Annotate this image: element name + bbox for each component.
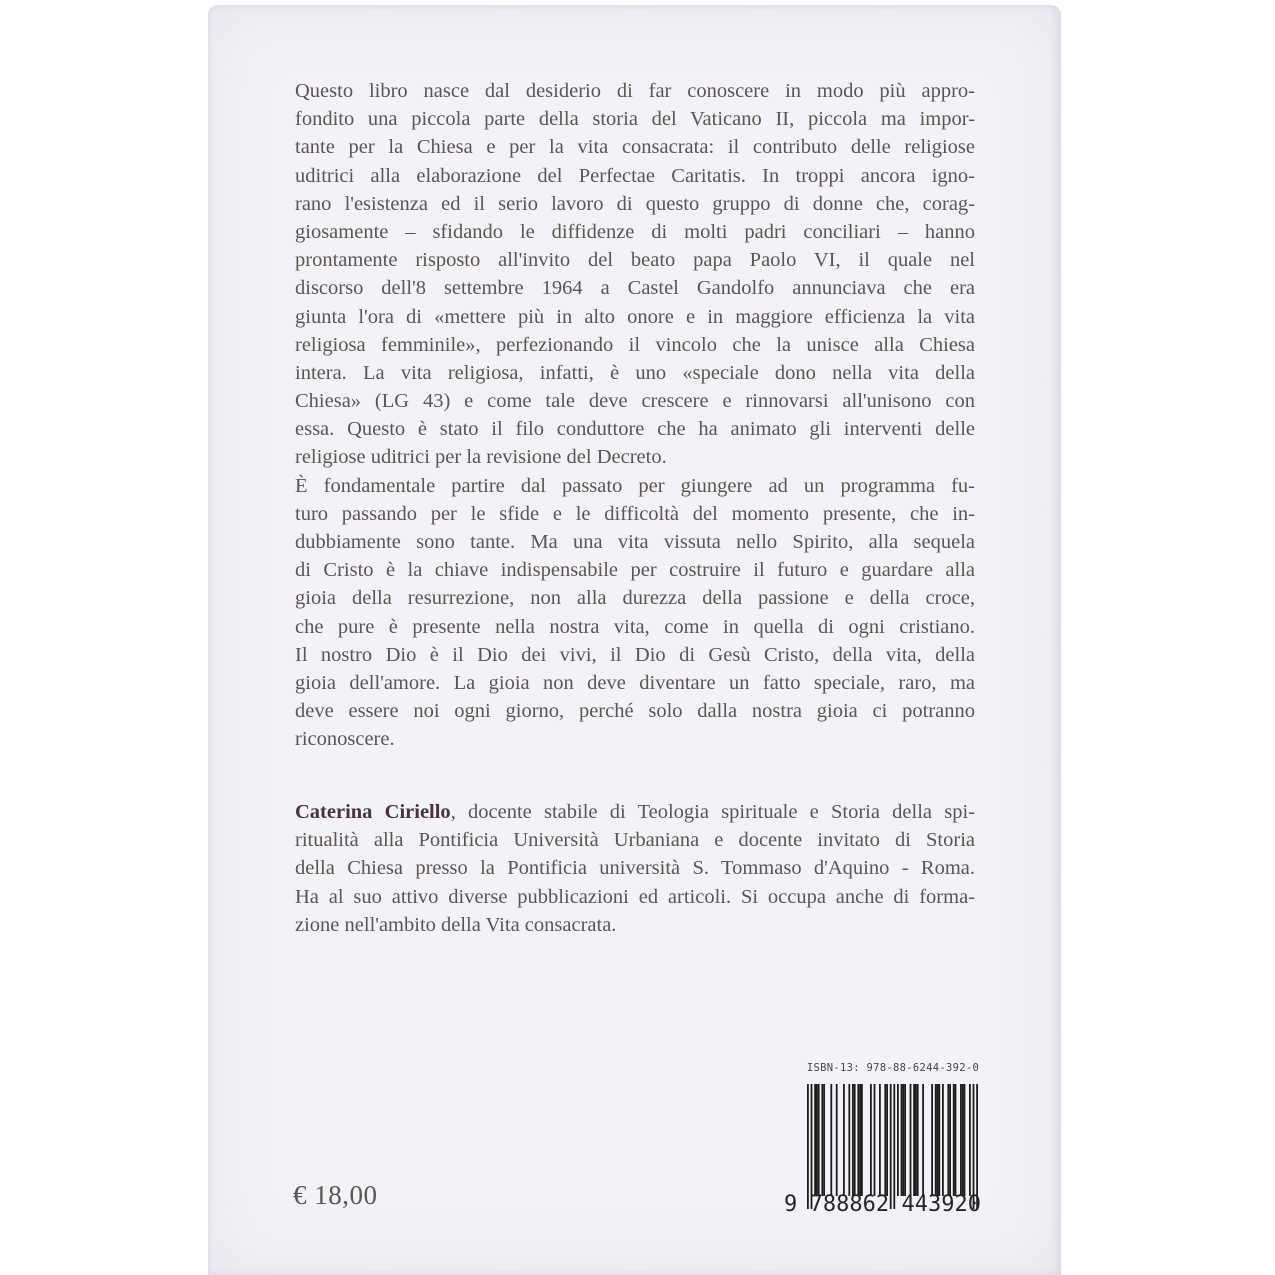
price-label: € 18,00 xyxy=(293,1180,378,1210)
text-line: della Chiesa presso la Pontificia università S. Tommaso d'Aquino - Roma. xyxy=(295,857,975,880)
text-line: deve essere noi ogni giorno, perché solo dalla nostra gioia ci potranno xyxy=(295,700,975,723)
text-line: riconoscere. xyxy=(295,728,395,751)
text-line: gioia dell'amore. La gioia non deve diventare un fatto speciale, raro, ma xyxy=(295,671,975,694)
text-line: tante per la Chiesa e per la vita consacrata: il contributo delle religiose xyxy=(295,136,975,159)
synopsis-paragraph-1 xyxy=(295,77,975,472)
text-line: prontamente risposto all'invito del beato papa Paolo VI, il quale nel xyxy=(295,249,975,272)
text-line: È fondamentale partire dal passato per giungere ad un programma fu- xyxy=(295,474,975,497)
barcode-digit-group: 443920 xyxy=(901,1192,981,1217)
text-line: fondito una piccola parte della storia del Vaticano II, piccola ma impor- xyxy=(295,108,975,131)
text-line: discorso dell'8 settembre 1964 a Castel Gandolfo annunciava che era xyxy=(295,277,975,300)
barcode-digit-group: 788862 xyxy=(809,1192,890,1217)
text-line: essa. Questo è stato il filo conduttore che ha animato gli interventi delle xyxy=(295,418,975,441)
author-bio-rest-lines xyxy=(295,826,975,939)
text-line: rano l'esistenza ed il serio lavoro di questo gruppo di donne che, corag- xyxy=(295,192,975,215)
text-line: ritualità alla Pontificia Università Urbaniana e docente invitato di Storia xyxy=(295,829,975,852)
text-line: religiose uditrici per la revisione del Decreto. xyxy=(295,446,667,469)
barcode xyxy=(784,1062,981,1222)
text-line: giosamente – sfidando le diffidenze di molti padri conciliari – hanno xyxy=(295,220,975,243)
synopsis-paragraph-2 xyxy=(295,472,975,754)
synopsis-text xyxy=(295,77,975,754)
text-line: uditrici alla elaborazione del Perfectae Caritatis. In troppi ancora igno- xyxy=(295,164,975,187)
text-line: gioia della resurrezione, non alla durezza della passione e della croce, xyxy=(295,587,975,610)
text-line: che pure è presente nella nostra vita, come in quella di ogni cristiano. xyxy=(295,615,975,638)
text-line: Questo libro nasce dal desiderio di far conoscere in modo più appro- xyxy=(295,80,975,102)
text-line: intera. La vita religiosa, infatti, è uno «speciale dono nella vita della xyxy=(295,361,975,384)
ean13-barcode xyxy=(807,1084,978,1209)
text-line: religiosa femminile», perfezionando il vincolo che la unisce alla Chiesa xyxy=(295,333,975,356)
text-line: di Cristo è la chiave indispensabile per costruire il futuro e guardare alla xyxy=(295,559,975,582)
isbn-label: ISBN-13: 978-88-6244-392-0 xyxy=(806,1062,980,1074)
text-line: Il nostro Dio è il Dio dei vivi, il Dio di Gesù Cristo, della vita, della xyxy=(295,643,975,666)
author-bio-first-line-rest: , docente stabile di Teologia spirituale e Storia della spi- xyxy=(450,801,975,823)
author-bio xyxy=(295,798,975,939)
text-line: zione nell'ambito della Vita consacrata. xyxy=(295,913,617,936)
text-line: turo passando per le sfide e le difficoltà del momento presente, che in- xyxy=(295,502,975,525)
text-line: Chiesa» (LG 43) e come tale deve crescere e rinnovarsi all'unisono con xyxy=(295,390,975,413)
author-bio-first-line xyxy=(295,798,975,826)
author-name: Caterina Ciriello xyxy=(295,801,451,823)
barcode-digit-group: 9 xyxy=(784,1192,798,1217)
text-line: giunta l'ora di «mettere più in alto onore e in maggiore efficienza la vita xyxy=(295,305,975,328)
barcode-digits xyxy=(784,1192,981,1217)
text-line: Ha al suo attivo diverse pubblicazioni ed articoli. Si occupa anche di forma- xyxy=(295,885,975,908)
text-line: dubbiamente sono tante. Ma una vita vissuta nello Spirito, alla sequela xyxy=(295,531,975,553)
